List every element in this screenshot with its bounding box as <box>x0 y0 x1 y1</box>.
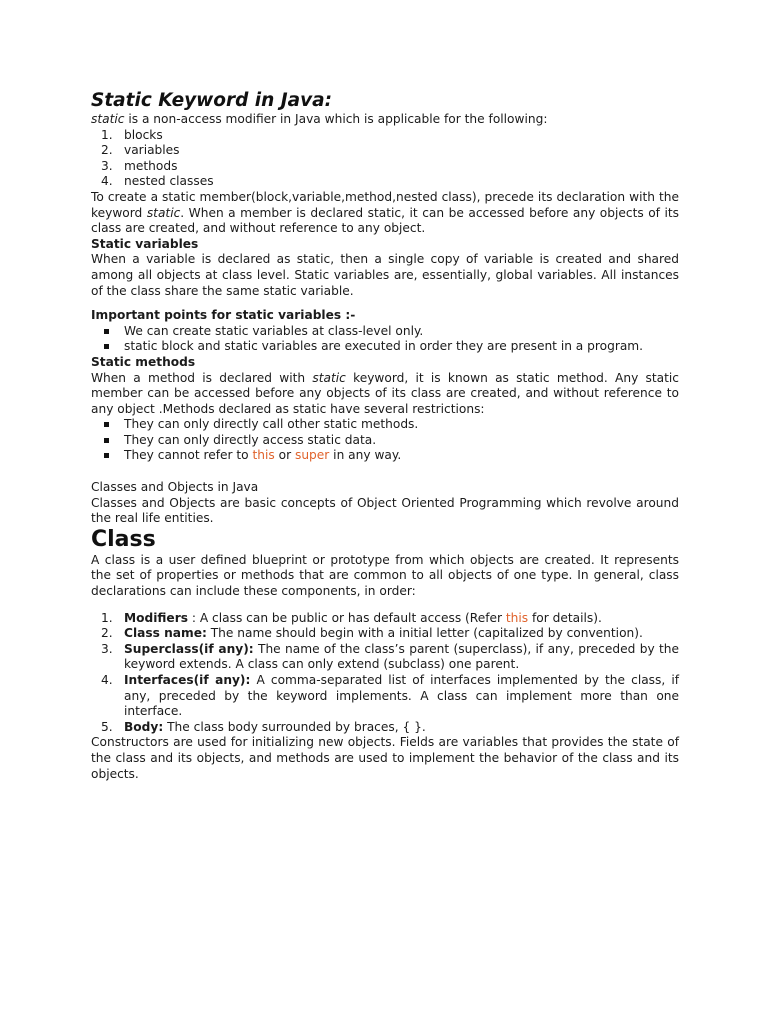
intro-static-keyword: static <box>91 112 125 126</box>
components-list <box>91 611 679 736</box>
static-methods-text: When a method is declared with static keyword, it is known as static method. Any static member can be accessed before any objects of its class are created, and without reference to any object .Methods declared as static have several restrictions: <box>91 370 679 416</box>
list-item: 1. blocks <box>101 127 163 142</box>
list-item: 2. variables <box>101 143 180 158</box>
list-item: They cannot refer to this or super in any way. <box>91 448 679 464</box>
this-link[interactable]: this <box>252 448 275 463</box>
list-item: 3. methods <box>101 158 178 173</box>
list-item: static block and static variables are executed in order they are present in a program. <box>91 339 679 355</box>
this-details-link[interactable]: this <box>505 610 529 625</box>
classes-objects-text: Classes and Objects are basic concepts of Object Oriented Programming which revolve around the real life entities. <box>91 495 679 526</box>
classes-objects-heading: Classes and Objects in Java <box>91 480 259 495</box>
square-bullet-icon <box>104 453 109 458</box>
square-bullet-icon <box>104 329 109 334</box>
static-member-paragraph: To create a static member(block,variable,method,nested class), precede its declaration with the keyword static. When a member is declared static, it can be accessed before any objects of its class are created, and without reference to any object. <box>91 189 679 236</box>
list-item: 5. Body: The class body surrounded by braces, { }. <box>101 719 426 734</box>
list-item: 4. Interfaces(if any): A comma-separated list of interfaces implemented by the class, if any, preceded by the keyword implements. A class can implement more than one interface. <box>101 673 680 719</box>
square-bullet-icon <box>104 438 109 443</box>
list-item: 3. Superclass(if any): The name of the class’s parent (superclass), if any, preceded by the keyword extends. A class can only extend (subclass) one parent. <box>101 641 680 672</box>
list-item: They can only directly access static data. <box>91 433 679 449</box>
super-link[interactable]: super <box>294 448 330 463</box>
intro-text: static is a non-access modifier in Java which is applicable for the following: <box>91 112 548 126</box>
important-points-list <box>91 324 679 355</box>
square-bullet-icon <box>104 344 109 349</box>
class-text: A class is a user defined blueprint or prototype from which objects are created. It represents the set of properties or methods that are common to all objects of one type. In general, class declarations can include these components, in order: <box>91 552 679 599</box>
page-title: Static Keyword in Java: <box>91 90 333 111</box>
static-methods-heading: Static methods <box>91 354 196 369</box>
list-item: We can create static variables at class-level only. <box>91 324 679 340</box>
list-item: 4. nested classes <box>101 174 214 189</box>
constructors-text: Constructors are used for initializing new objects. Fields are variables that provides the state of the class and its objects, and methods are used to implement the behavior of the class and its objects. <box>91 735 679 781</box>
static-variables-text: When a variable is declared as static, then a single copy of variable is created and shared among all objects at class level. Static variables are, essentially, global variables. All instances of the class share the same static variable. <box>91 252 679 298</box>
list-item: They can only directly call other static methods. <box>91 417 679 433</box>
static-variables-heading: Static variables <box>91 236 199 251</box>
class-heading: Class <box>91 526 156 552</box>
applicable-list <box>91 128 679 190</box>
document-page <box>91 90 679 782</box>
important-points-heading: Important points for static variables :- <box>91 308 356 323</box>
restrictions-list <box>91 417 679 464</box>
square-bullet-icon <box>104 422 109 427</box>
list-item: 1. Modifiers : A class can be public or has default access (Refer this for details). <box>101 610 602 625</box>
list-item: 2. Class name: The name should begin with a initial letter (capitalized by convention). <box>101 626 643 641</box>
